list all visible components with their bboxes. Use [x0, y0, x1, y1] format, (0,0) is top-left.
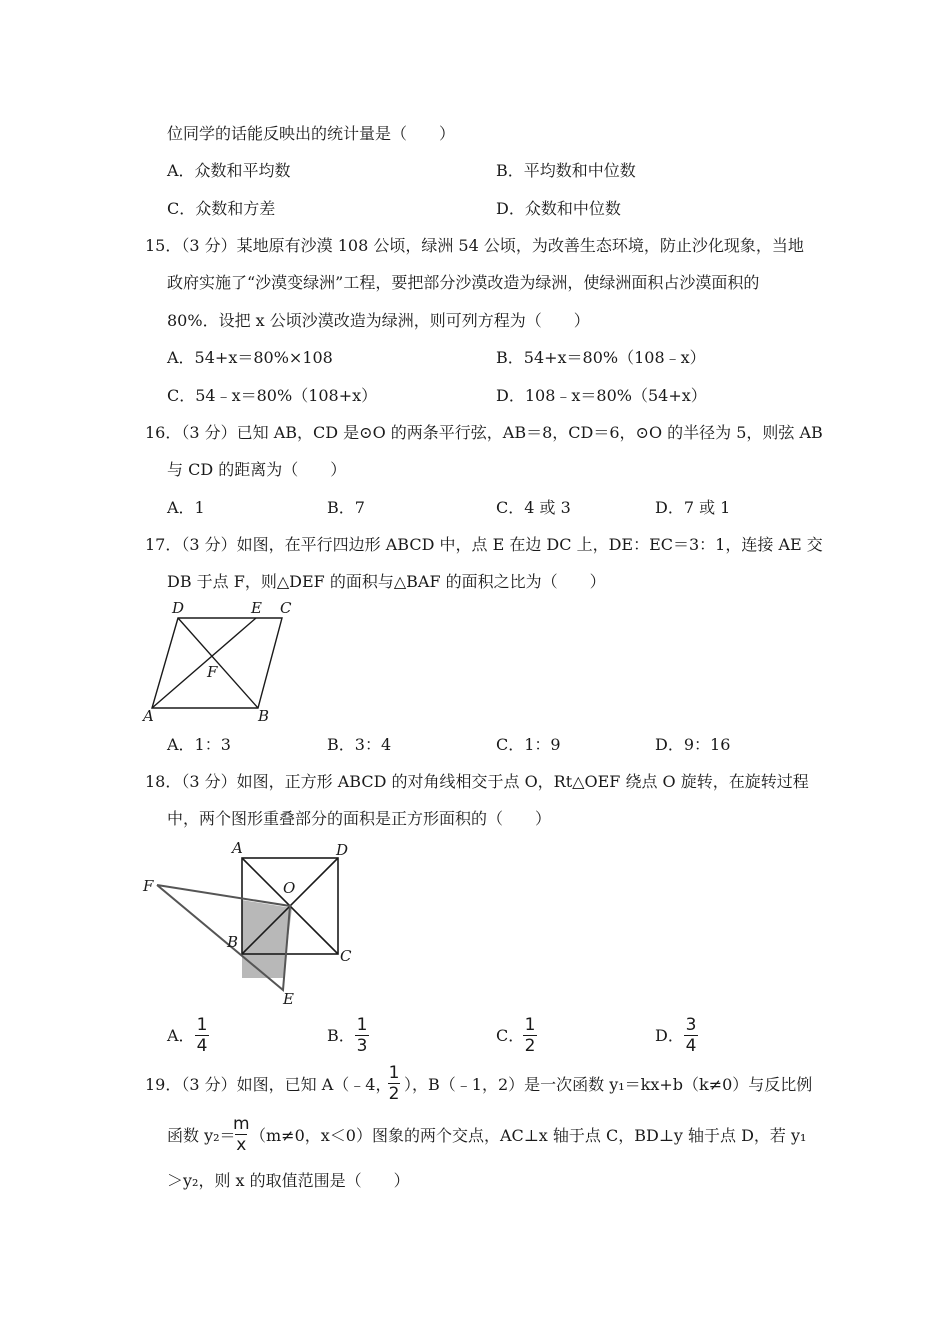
q17-label-b: B [258, 707, 270, 725]
q17-option-a: A．1：3 [167, 735, 231, 754]
q18-option-b-letter: B． [327, 1026, 355, 1045]
q17-label-f: F [207, 663, 218, 681]
q18-option-d-letter: D． [655, 1026, 684, 1045]
q17-option-c: C．1：9 [496, 735, 561, 754]
q19-line-2-end: （m≠0，x＜0）图象的两个交点，AC⊥x 轴于点 C，BD⊥y 轴于点 D，若 y₁ [250, 1126, 807, 1145]
q18-option-c-denominator: 2 [524, 1036, 536, 1056]
q16-option-a: A．1 [167, 498, 205, 517]
q19-line-1-start: 19．（3 分）如图，已知 A（﹣4， [145, 1075, 392, 1094]
q16-line-1: 16．（3 分）已知 AB，CD 是⊙O 的两条平行弦，AB＝8，CD＝6，⊙O 的半径为 5，则弦 AB [145, 423, 823, 442]
q19-line-2-start: 函数 y₂＝ [167, 1126, 236, 1145]
q17-option-d: D．9：16 [655, 735, 731, 754]
q18-option-c-fraction [523, 1016, 537, 1055]
q18-option-b-numerator: 1 [356, 1015, 368, 1035]
q18-option-d-numerator: 3 [685, 1015, 697, 1035]
q17-label-e: E [251, 599, 262, 617]
q16-line-2: 与 CD 的距离为（ ） [167, 460, 347, 479]
q18-option-b-fraction [355, 1016, 369, 1055]
q17-parallelogram-figure [140, 598, 300, 726]
q18-option-a-fraction [195, 1016, 209, 1055]
q17-diagonal-db [178, 618, 258, 708]
q17-line-2: DB 于点 F，则△DEF 的面积与△BAF 的面积之比为（ ） [167, 572, 606, 591]
q19-line-1-end: ），B（﹣1，2）是一次函数 y₁＝kx+b（k≠0）与反比例 [404, 1075, 813, 1094]
q18-square-triangle-figure [140, 838, 360, 1008]
q19-line-3: ＞y₂，则 x 的取值范围是（ ） [167, 1171, 410, 1190]
q18-option-c-numerator: 1 [524, 1015, 536, 1035]
q19-fraction-numerator: m [233, 1114, 250, 1134]
q16-option-b: B．7 [327, 498, 365, 517]
q15-line-3: 80%．设把 x 公顷沙漠改造为绿洲，则可列方程为（ ） [167, 311, 590, 330]
q18-option-a-numerator: 1 [196, 1015, 208, 1035]
q18-label-e: E [283, 990, 294, 1008]
q15-option-d: D．108﹣x＝80%（54+x） [496, 386, 707, 405]
q19-fraction-half-numerator: 1 [388, 1063, 400, 1083]
q17-option-b: B．3：4 [327, 735, 392, 754]
q14-option-a: A．众数和平均数 [167, 161, 291, 180]
q15-option-a: A．54+x＝80%×108 [167, 348, 333, 367]
q18-option-b-denominator: 3 [356, 1036, 368, 1056]
q18-label-c: C [340, 947, 352, 965]
q14-option-d: D．众数和中位数 [496, 199, 621, 218]
q19-fraction-m-over-x [233, 1115, 250, 1154]
q18-option-c-letter: C． [496, 1026, 525, 1045]
q18-label-a: A [232, 839, 243, 857]
q19-fraction-half [388, 1064, 400, 1103]
q18-line-2: 中，两个图形重叠部分的面积是正方形面积的（ ） [167, 809, 552, 828]
q17-label-a: A [143, 707, 154, 725]
q14-stem-end: 位同学的话能反映出的统计量是（ ） [167, 124, 456, 143]
q17-line-1: 17．（3 分）如图，在平行四边形 ABCD 中，点 E 在边 DC 上，DE：EC＝3：1，连接 AE 交 [145, 535, 823, 554]
q18-line-1: 18．（3 分）如图，正方形 ABCD 的对角线相交于点 O，Rt△OEF 绕点 O 旋转，在旋转过程 [145, 772, 809, 791]
q15-option-b: B．54+x＝80%（108﹣x） [496, 348, 706, 367]
q19-fraction-denominator: x [236, 1135, 247, 1155]
q14-option-b: B．平均数和中位数 [496, 161, 636, 180]
q15-line-2: 政府实施了“沙漠变绿洲”工程，要把部分沙漠改造为绿洲，使绿洲面积占沙漠面积的 [167, 273, 760, 292]
q14-option-c: C．众数和方差 [167, 199, 276, 218]
q18-label-d: D [336, 841, 349, 859]
q17-segment-ae [152, 618, 256, 708]
q17-label-d: D [172, 599, 185, 617]
q18-label-o: O [283, 879, 296, 897]
q17-label-c: C [280, 599, 292, 617]
q18-option-a-denominator: 4 [196, 1036, 208, 1056]
q18-option-d-fraction [684, 1016, 698, 1055]
q18-label-b: B [227, 933, 239, 951]
q16-option-c: C．4 或 3 [496, 498, 571, 517]
q15-option-c: C．54﹣x＝80%（108+x） [167, 386, 378, 405]
q19-fraction-half-denominator: 2 [388, 1084, 400, 1104]
q15-line-1: 15．（3 分）某地原有沙漠 108 公顷，绿洲 54 公顷，为改善生态环境，防止沙化现象，当地 [145, 236, 804, 255]
q16-option-d: D．7 或 1 [655, 498, 731, 517]
q18-label-f: F [143, 877, 154, 895]
q18-option-a-letter: A． [167, 1026, 195, 1045]
q18-option-d-denominator: 4 [685, 1036, 697, 1056]
